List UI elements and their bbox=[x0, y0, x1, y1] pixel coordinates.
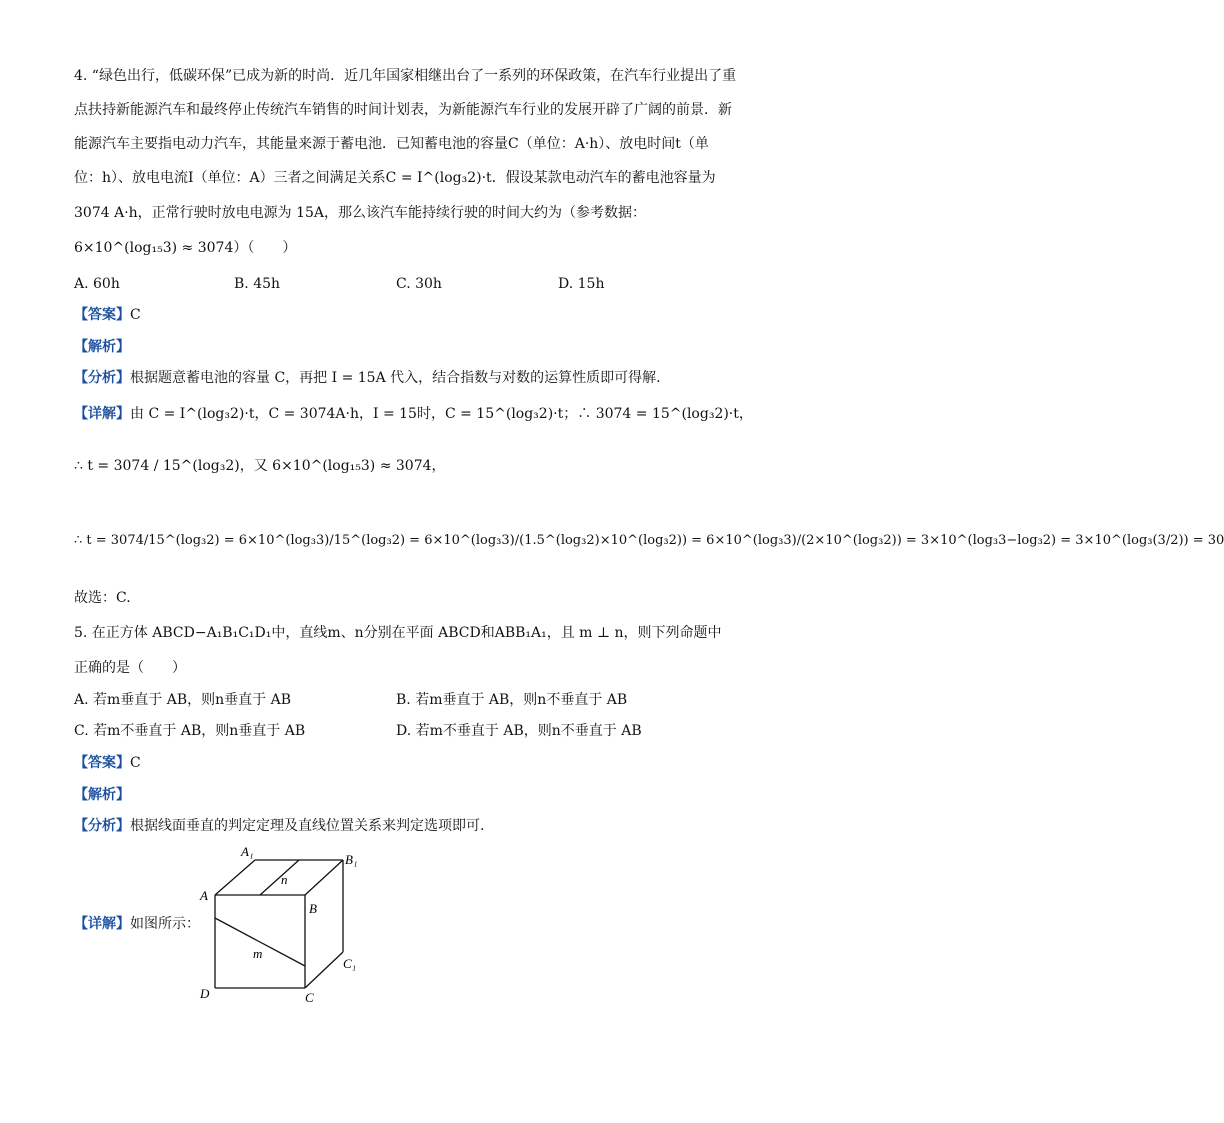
q4-xiangjie-line-2: ∴ t = 3074 / 15^(log₃2)，又 6×10^(log₁₅3) ≈ 3074， bbox=[74, 458, 446, 474]
q5-stem-line-1: 5. 在正方体 ABCD−A₁B₁C₁D₁中，直线m、n分别在平面 ABCD和ABB₁A₁，且 m ⊥ n，则下列命题中 bbox=[74, 625, 722, 641]
q4-option-d: D. 15h bbox=[558, 276, 605, 292]
q4-option-c: C. 30h bbox=[396, 276, 442, 292]
q5-fenxi-text: 根据线面垂直的判定定理及直线位置关系来判定选项即可. bbox=[130, 818, 485, 834]
q4-answer-value: C bbox=[130, 307, 141, 323]
q5-fenxi-row bbox=[74, 816, 734, 836]
q4-option-b: B. 45h bbox=[234, 276, 281, 292]
q4-xiangjie-line-3: ∴ t = 3074/15^(log₃2) = 6×10^(log₃3)/15^(log₃2) = 6×10^(log₃3)/(1.5^(log₃2)×10^(log₃2)) = 6×10^(log₃3)/(2×10^(log₃2)) = 3×10^(log₃3−log₃2) = 3×10^(log₃(3/2)) = 30 bbox=[74, 533, 1224, 548]
label-m: m bbox=[253, 946, 263, 961]
q5-fenxi-label: 【分析】 bbox=[74, 818, 130, 834]
q5-xiangjie-text: 如图所示： bbox=[130, 916, 200, 932]
q5-analysis-label: 【解析】 bbox=[74, 787, 130, 803]
q4-stem-line-3: 能源汽车主要指电动力汽车，其能量来源于蓄电池．已知蓄电池的容量C（单位：A·h）、放电时间t（单 bbox=[74, 136, 709, 152]
q4-conclusion: 故选：C. bbox=[74, 590, 131, 606]
q5-answer-label: 【答案】 bbox=[74, 755, 130, 771]
label-d: D bbox=[200, 986, 210, 1001]
q4-fenxi-text: 根据题意蓄电池的容量 C，再把 I = 15A 代入，结合指数与对数的运算性质即可得解. bbox=[130, 370, 661, 386]
q4-fenxi-label: 【分析】 bbox=[74, 370, 130, 386]
q5-option-d: D. 若m不垂直于 AB，则n不垂直于 AB bbox=[396, 723, 642, 739]
edge-c1-c bbox=[305, 952, 343, 988]
q5-xiangjie-row bbox=[74, 914, 734, 934]
label-b: B bbox=[309, 901, 317, 916]
q4-stem-line-6: 6×10^(log₁₅3) ≈ 3074）（ ） bbox=[74, 240, 297, 256]
q4-stem-line-1: 4. “绿色出行，低碳环保”已成为新的时尚．近几年国家相继出台了一系列的环保政策，在汽车行业提出了重 bbox=[74, 68, 737, 84]
edge-a-a1 bbox=[215, 860, 255, 895]
label-c: C bbox=[305, 990, 314, 1005]
q5-xiangjie-label: 【详解】 bbox=[74, 916, 130, 932]
q5-answer-row bbox=[74, 753, 734, 773]
q4-option-a: A. 60h bbox=[74, 276, 120, 292]
q5-option-a: A. 若m垂直于 AB，则n垂直于 AB bbox=[74, 692, 291, 708]
q4-stem-line-2: 点扶持新能源汽车和最终停止传统汽车销售的时间计划表，为新能源汽车行业的发展开辟了广阔的前景．新 bbox=[74, 102, 732, 118]
q4-answer-label: 【答案】 bbox=[74, 307, 130, 323]
q4-xiangjie-label: 【详解】 bbox=[74, 406, 130, 422]
q4-stem-line-5: 3074 A·h，正常行驶时放电电源为 15A，那么该汽车能持续行驶的时间大约为（参考数据： bbox=[74, 205, 647, 221]
label-b1: B₁ bbox=[345, 852, 358, 867]
edge-b1-b bbox=[305, 860, 343, 895]
q4-xiangjie-line-1: 由 C = I^(log₃2)·t，C = 3074A·h，I = 15时，C = 15^(log₃2)·t；∴ 3074 = 15^(log₃2)·t， bbox=[130, 406, 753, 422]
line-n bbox=[260, 860, 299, 895]
q5-stem-line-2: 正确的是（ ） bbox=[74, 660, 186, 676]
label-n: n bbox=[281, 872, 288, 887]
label-c1: C₁ bbox=[343, 956, 357, 971]
q4-answer-row bbox=[74, 305, 734, 325]
q5-option-b: B. 若m垂直于 AB，则n不垂直于 AB bbox=[396, 692, 628, 708]
q4-xiangjie-row-1 bbox=[74, 404, 753, 424]
cube-figure bbox=[195, 840, 375, 1010]
q5-option-c: C. 若m不垂直于 AB，则n垂直于 AB bbox=[74, 723, 306, 739]
q4-fenxi-row bbox=[74, 368, 734, 388]
q4-stem-line-4: 位：h）、放电电流I（单位：A）三者之间满足关系C = I^(log₃2)·t．假设某款电动汽车的蓄电池容量为 bbox=[74, 170, 716, 186]
label-a: A bbox=[200, 888, 208, 903]
q5-answer-value: C bbox=[130, 755, 141, 771]
label-a1: A₁ bbox=[241, 844, 254, 859]
q4-analysis-label: 【解析】 bbox=[74, 339, 130, 355]
